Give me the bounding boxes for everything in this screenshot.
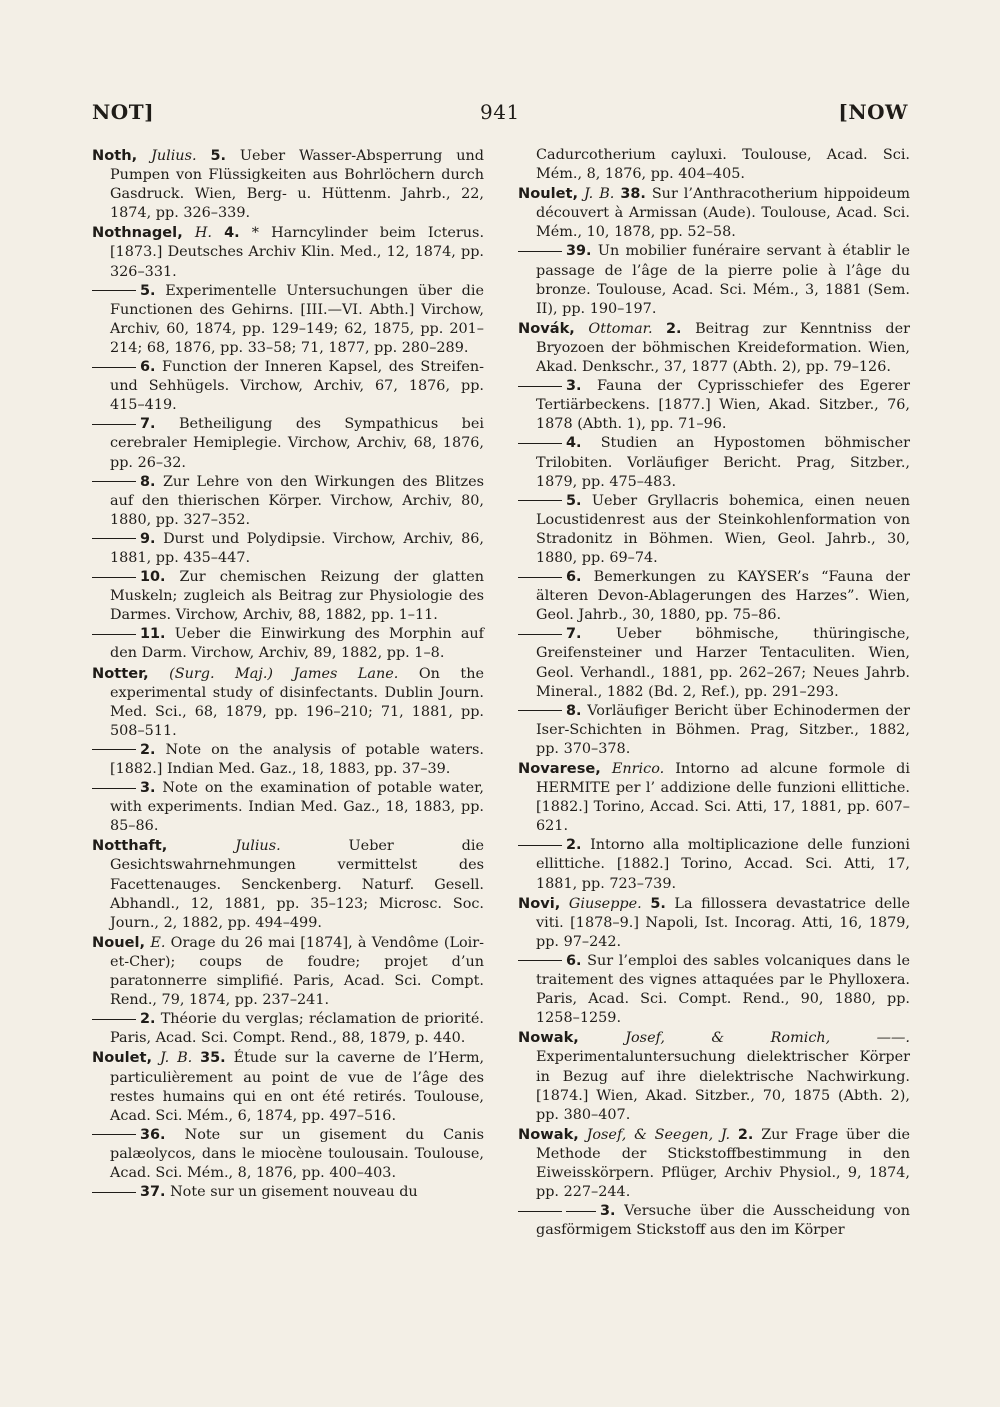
bib-entry [518,377,910,434]
bib-entry [92,358,484,415]
entry-text: Ueber die Einwirkung des Morphin auf den Darm. Virchow, Archiv, 89, 1882, pp. 1–8. [110,626,485,662]
entry-text: Durst und Polydipsie. Virchow, Archiv, 86, 1881, pp. 435–447. [110,530,485,566]
author-given: J. B. [159,1050,193,1067]
entry-number: 3. [566,378,582,395]
ditto-rule [92,634,136,635]
entry-text: Fauna der Cyprisschiefer des Egerer Tertiärbeckens. [1877.] Wien, Akad. Sitzber., 76, 1878 (Abth. 1), pp. 71–96. [536,378,910,433]
entry-text: Cadurcotherium cayluxi. Toulouse, Acad. Sci. Mém., 8, 1876, pp. 404–405. [536,147,910,183]
entry-text: Betheiligung des Sympathicus bei cerebraler Hemiplegie. Virchow, Archiv, 68, 1876, pp. 26–32. [110,416,484,471]
bib-entry [92,568,484,625]
entry-text: Note sur un gisement du Canis palæolycos, dans le miocène toulousain. Toulouse, Acad. Sci. Mém., 8, 1876, pp. 400–403. [110,1126,484,1181]
ditto-rule [518,960,562,961]
author-name: Novarese, [518,760,601,777]
entry-number: 6. [566,952,582,969]
ditto-rule [92,538,136,539]
ditto-rule [518,845,562,846]
bib-entry [518,1028,910,1124]
ditto-rule [92,367,136,368]
entry-text: Sur l’Anthracotherium hippoideum découvert à Armissan (Aude). Toulouse, Acad. Sci. Mém., 10, 1878, pp. 52–58. [536,186,910,241]
ditto-rule [518,386,562,387]
bib-entry [92,1126,484,1183]
bib-entry [92,1010,484,1048]
entry-number: 36. [140,1126,166,1143]
entry-text: Ueber böhmische, thüringische, Greifensteiner und Harzer Tentaculiten. Wien, Geol. Verhandl., 1881, pp. 262–267; Neues Jahrb. Mineral., 1882 (Bd. 2, Ref.), pp. 291–293. [536,626,910,700]
entry-text: * Harncylinder beim Icterus. [1873.] Deutsches Archiv Klin. Med., 12, 1874, pp. 326–331. [110,225,485,280]
entry-text: Intorno ad alcune formole di HERMITE per l’ addizione delle funzioni ellittiche. [1882.] Torino, Accad. Sci. Atti, 17, 1881, pp. 607–621. [536,761,910,835]
entry-number: 4. [566,435,582,452]
entry-text: Théorie du verglas; réclamation de priorité. Paris, Acad. Sci. Compt. Rend., 88, 1879, p. 440. [110,1011,484,1047]
entry-text: Ueber die Gesichtswahrnehmungen vermittelst des Facettenauges. Senckenberg. Naturf. Gesell. Abhandl., 12, 1881, pp. 35–123; Microsc. Soc. Journ., 2, 1882, pp. 494–499. [110,838,484,931]
author-given: Enrico. [611,761,665,777]
bib-entry [518,702,910,759]
entry-number: 7. [566,626,582,643]
entry-text: Experimentelle Untersuchungen über die Functionen des Gehirns. [III.—VI. Abth.] Virchow, Archiv, 60, 1874, pp. 129–149; 62, 1875, pp. 201–214; 68, 1876, pp. 33–58; 71, 1877, pp. 280–289. [110,282,484,356]
entry-text: Note on the examination of potable water, with experiments. Indian Med. Gaz., 18, 1883, pp. 85–86. [110,780,484,835]
entry-number: 6. [140,359,156,376]
entry-number: 3. [600,1203,616,1220]
entry-number: 37. [140,1184,166,1201]
entry-number: 2. [666,320,682,337]
entry-text: Intorno alla moltiplicazione delle funzioni ellittiche. [1882.] Torino, Accad. Sci. Atti, 17, 1881, pp. 723–739. [536,837,911,892]
ditto-rule [518,634,562,635]
entry-number: 39. [566,243,592,260]
bib-entry [518,184,910,242]
entry-number: 2. [140,741,156,758]
author-name: Nouel, [92,933,146,951]
entry-number: 9. [140,530,156,547]
author-given: (Surg. Maj.) James Lane. [169,665,399,682]
entry-text: La fillossera devastatrice delle viti. [1878–9.] Napoli, Ist. Incorag. Atti, 16, 1879, pp. 97–242. [536,895,911,950]
entry-text: Zur chemischen Reizung der glatten Muskeln; zugleich als Beitrag zur Physiologie des Darmes. Virchow, Archiv, 88, 1882, pp. 1–11. [110,569,485,624]
bib-entry [92,282,484,358]
entry-number: 35. [200,1050,226,1067]
entry-number: 6. [566,569,582,586]
author-name: Nowak, [518,1125,579,1143]
author-given: Josef, & Romich, ——. [625,1030,911,1047]
bib-entry [92,1183,484,1202]
entry-number: 5. [140,282,156,299]
bib-entry [92,836,484,932]
bib-entry [92,1048,484,1125]
bib-entry [518,492,910,568]
right-column [518,146,910,1240]
ditto-rule [566,1211,596,1212]
entry-number: 2. [140,1011,156,1028]
bib-entry [518,319,910,377]
author-name: Noth, [92,147,138,164]
ditto-rule [518,1211,562,1212]
entry-number: 8. [140,473,156,490]
author-name: Notthaft, [92,837,168,855]
entry-number: 5. [210,148,226,164]
ditto-rule [92,424,136,425]
bib-entry [92,664,484,741]
entry-text: Bemerkungen zu KAYSER’s “Fauna der älteren Devon-Ablagerungen des Harzes”. Wien, Geol. Jahrb., 30, 1880, pp. 75–86. [536,569,910,624]
author-given: Giuseppe. [568,895,642,912]
entry-text: On the experimental study of disinfectants. Dublin Journ. Med. Sci., 68, 1879, pp. 196–210; 71, 1881, pp. 508–511. [110,665,484,739]
bib-entry [518,146,910,184]
bib-entry [518,625,910,701]
bib-entry [518,952,910,1028]
running-head-left: NOT] [92,100,155,124]
bib-entry [518,1125,910,1202]
entry-text: Function der Inneren Kapsel, des Streifen- und Sehhügels. Virchow, Archiv, 67, 1876, pp. 415–419. [110,359,484,414]
ditto-rule [518,443,562,444]
entry-text: Note sur un gisement nouveau du [170,1184,418,1201]
ditto-rule [518,577,562,578]
bib-entry [92,741,484,779]
author-given: J. B. [584,186,615,203]
ditto-rule [518,500,562,501]
author-name: Novi, [518,894,561,912]
entry-number: 2. [566,837,582,854]
entry-number: 7. [140,416,156,433]
entry-text: Versuche über die Ausscheidung von gasförmigem Stickstoff aus den im Körper [536,1203,910,1239]
bib-entry [92,933,484,1010]
entry-number: 5. [650,895,666,912]
ditto-rule [92,749,136,750]
ditto-rule [92,290,136,291]
author-given: Julius. [235,838,281,855]
entry-text: Ueber Wasser-Absperrung und Pumpen von Flüssigkeiten aus Bohrlöchern durch Gasdruck. Wien, Berg- u. Hüttenm. Jahrb., 22, 1874, pp. 326–339. [110,148,485,222]
entry-number: 2. [737,1126,754,1143]
bib-entry [92,625,484,663]
entry-text: Étude sur la caverne de l’Herm, particulièrement au point de vue de l’âge des restes humains qui en ont été retirés. Toulouse, Acad. Sci. Mém., 6, 1874, pp. 497–516. [110,1050,485,1124]
page-number: 941 [480,100,520,124]
entry-text: Vorläufiger Bericht über Echinodermen der Iser-Schichten in Böhmen. Prag, Sitzber., 1882, pp. 370–378. [536,702,910,757]
ditto-rule [92,577,136,578]
author-name: Noulet, [92,1049,153,1067]
author-given: E. [150,934,166,951]
ditto-rule [92,788,136,789]
entry-text: Studien an Hypostomen böhmischer Trilobiten. Vorläufiger Bericht. Prag, Sitzber., 1879, pp. 475–483. [536,435,910,490]
running-head-right: [NOW [838,100,908,124]
bib-entry [518,434,910,491]
ditto-rule [92,1192,136,1193]
author-given: Julius. [151,148,197,164]
entry-number: 5. [566,492,582,509]
entry-text: Beitrag zur Kenntniss der Bryozoen der böhmischen Kreideformation. Wien, Akad. Denkschr., 37, 1877 (Abth. 2), pp. 79–126. [536,320,910,376]
entry-text: Ueber Gryllacris bohemica, einen neuen Locustidenrest aus der Steinkohlenformation von Stradonitz in Böhmen. Wien, Geol. Jahrb., 30, 1880, pp. 69–74. [536,492,910,566]
left-column [92,146,484,1202]
bib-entry [92,223,484,281]
author-name: Novák, [518,319,575,337]
ditto-rule [92,1134,136,1135]
ditto-rule [518,251,562,252]
author-name: Notter, [92,664,149,682]
author-name: Nowak, [518,1029,579,1047]
author-name: Noulet, [518,185,579,203]
author-given: Ottomar. [588,320,653,337]
entry-number: 8. [566,702,582,719]
entry-number: 3. [140,780,156,797]
author-given: Josef, & Seegen, J. [586,1126,731,1143]
entry-text: Note on the analysis of potable waters. [1882.] Indian Med. Gaz., 18, 1883, pp. 37–39. [110,741,484,777]
bib-entry [92,415,484,472]
bib-entry [92,473,484,530]
bib-entry [518,1202,910,1240]
ditto-rule [518,710,562,711]
bib-entry [518,568,910,625]
entry-text: Zur Lehre von den Wirkungen des Blitzes auf den thierischen Körper. Virchow, Archiv, 80, 1880, pp. 327–352. [110,473,484,528]
entry-text: Sur l’emploi des sables volcaniques dans le traitement des vignes attaquées par le Phylloxera. Paris, Acad. Sci. Compt. Rend., 90, 1880, pp. 1258–1259. [536,952,910,1027]
bib-entry [92,779,484,836]
entry-text: Orage du 26 mai [1874], à Vendôme (Loir-et-Cher); coups de foudre; projet d’un paratonnerre simplifié. Paris, Acad. Sci. Compt. Rend., 79, 1874, pp. 237–241. [110,934,485,1009]
ditto-rule [92,1019,136,1020]
entry-text: Un mobilier funéraire servant à établir le passage de l’âge de la pierre polie à l’âge du bronze. Toulouse, Acad. Sci. Mém., 3, 1881 (Sem. II), pp. 190–197. [536,243,910,317]
entry-text: Zur Frage über die Methode der Stickstoffbestimmung in den Eiweisskörpern. Pflüger, Archiv Physiol., 9, 1874, pp. 227–244. [536,1126,911,1201]
author-name: Nothnagel, [92,224,183,242]
bib-entry [518,894,910,952]
entry-number: 10. [140,569,166,586]
entry-number: 11. [140,626,166,643]
bib-entry [518,759,910,836]
bib-entry [518,242,910,318]
bib-entry [92,530,484,568]
author-given: H. [194,225,212,242]
entry-number: 4. [224,225,240,242]
bib-entry [92,146,484,223]
ditto-rule [92,481,136,482]
entry-number: 38. [620,186,646,203]
bib-entry [518,836,910,893]
entry-text: Experimentaluntersuchung dielektrischer Körper in Bezug auf ihre dielektrische Nachwirkung. [1874.] Wien, Akad. Sitzber., 70, 1875 (Abth. 2), pp. 380–407. [536,1049,910,1123]
